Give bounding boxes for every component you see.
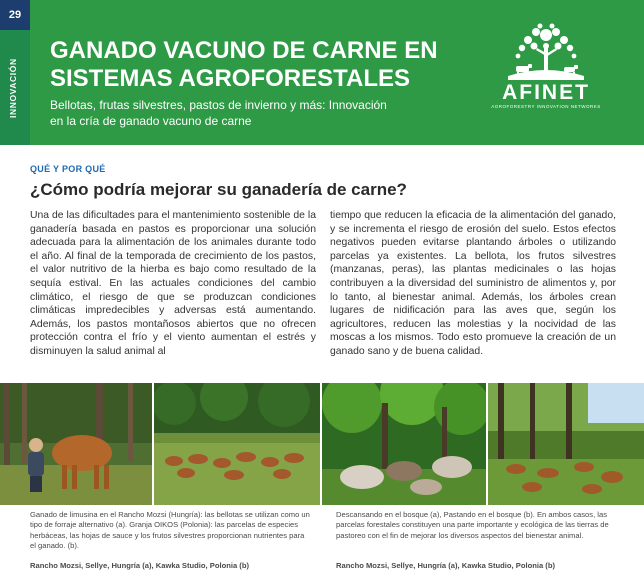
article-column-2: tiempo que reducen la eficacia de la alimentación del ganado, y se incrementa el riesgo de erosión del suelo. Estos efectos negativos pueden evitarse plantando árboles o utilizando parcelas ya existentes. La bellota, los frutos silvestres (manzanas, peras), las plantas medicinales o las hojas contribuyen a la diversidad del suministro de alimentos y, por lo tanto, al bienestar animal. Además, los árboles crean lugares de nidificación para las aves que, según los agricultores, reducen las molestias y la nocividad de las moscas a los mismos. Todo esto promueve la creación de un ganado sano y de buena calidad. [330, 210, 616, 357]
caption-left: Ganado de limusina en el Rancho Mozsi (Hungría): las bellotas se utilizan como un tipo de forraje alternativo (a). Granja OIKOS (Polonia): las parcelas de especies herbáceas, las hojas de sauce y los frutos silvestres proporcionan nutrientes para el ganado. (b). [30, 510, 310, 551]
section-kicker: QUÉ Y POR QUÉ [30, 164, 106, 174]
credit-left: Rancho Mozsi, Sellye, Hungría (a), Kawka Studio, Polonia (b) [30, 561, 249, 570]
photo-resting-in-forest [322, 383, 486, 505]
page-subtitle: Bellotas, frutas silvestres, pastos de invierno y más: Innovación en la cría de ganado vacuno de carne [50, 98, 387, 128]
logo-name: AFINET [502, 81, 590, 104]
caption-right: Descansando en el bosque (a), Pastando en el bosque (b). En ambos casos, las parcelas forestales constituyen una parte importante y ecológica de las tierras de pastoreo con el fin de mejorar los diversos aspectos del bienestar animal. [336, 510, 609, 540]
afinet-logo [488, 22, 604, 126]
page-number: 29 [0, 0, 30, 30]
credit-right: Rancho Mozsi, Sellye, Hungría (a), Kawka Studio, Polonia (b) [336, 561, 555, 570]
article-column-1: Una de las dificultades para el mantenimiento sostenible de la ganadería basada en pastos es proporcionar una solución adecuada para la alimentación de los animales durante todo el año. Al final de la temporada de crecimiento de los pastos, el valor nutritivo de la hierba es bajo como resultado de la sequía estival. En las actuales condiciones del cambio climático, el riesgo de que se produzcan condiciones climáticas impredecibles y adversas está aumentando. Además, los pastos montañosos abiertos que no ofrecen protección contra el frío y el viento aumentan el estrés y disminuyen la salud animal al [30, 210, 316, 357]
article-heading: ¿Cómo podría mejorar su ganadería de carne? [30, 180, 407, 199]
section-label: INNOVACIÓN [8, 58, 18, 118]
photo-woman-with-cow [0, 383, 152, 505]
header-banner [30, 0, 644, 145]
logo-tagline: AGROFORESTRY INNOVATION NETWORKS [491, 104, 601, 109]
photo-grazing-in-forest [488, 383, 644, 505]
page-title: GANADO VACUNO DE CARNE EN SISTEMAS AGROFORESTALES [50, 37, 438, 92]
photo-strip [0, 383, 644, 505]
photo-herd-grazing [154, 383, 320, 505]
tree-logo-icon [498, 22, 594, 82]
